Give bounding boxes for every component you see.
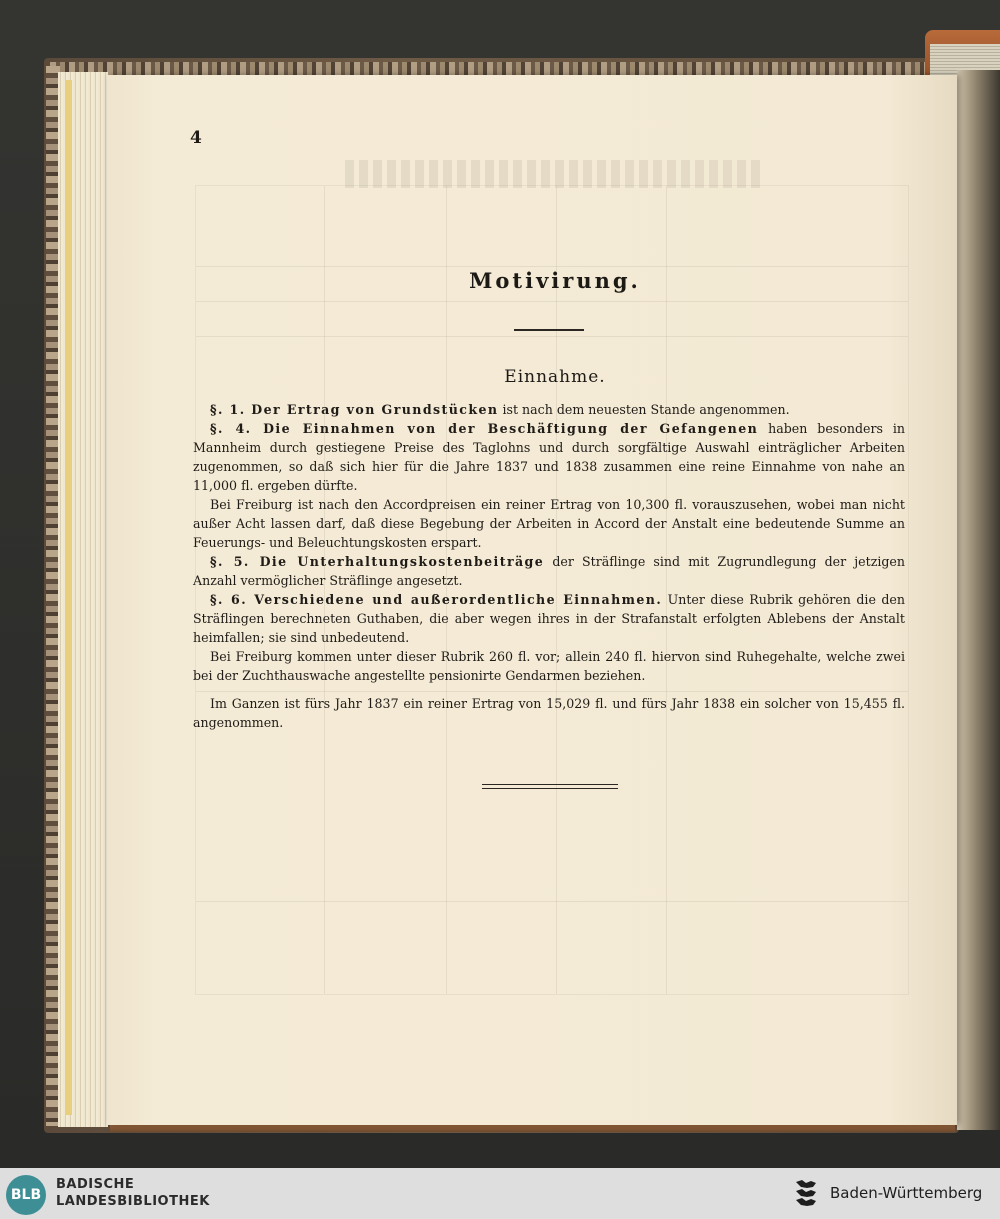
paragraph-5-heading: §. 6. Verschiedene und außerordentliche Einnahmen. (210, 592, 663, 607)
section-title: Einnahme. (504, 367, 606, 387)
paragraph-5 (193, 590, 905, 647)
bleed-through-title (345, 160, 765, 188)
paragraph-7: Im Ganzen ist fürs Jahr 1837 ein reiner Ertrag von 15,029 fl. und fürs Jahr 1838 ein solcher von 15,455 fl. angenommen. (193, 696, 905, 730)
paragraph-5-body: Unter diese Rubrik gehören die den Sträflingen berechneten Guthaben, die aber wegen ihres in der Strafanstalt erfolgten Ablebens der Anstalt heimfallen; sie sind unbedeutend. (193, 592, 905, 645)
title-divider (514, 329, 584, 331)
footer-bar (0, 1168, 1000, 1219)
library-name-line1: BADISCHE (56, 1177, 135, 1192)
paragraph-1 (193, 400, 905, 419)
coat-of-arms-icon (793, 1178, 819, 1210)
library-name-line2: LANDESBIBLIOTHEK (56, 1194, 210, 1209)
gilt-edge (66, 80, 72, 1115)
paragraph-3: Bei Freiburg ist nach den Accordpreisen ein reiner Ertrag von 10,300 fl. vorauszusehen, wobei man nicht außer Acht lassen darf, daß diese Begebung der Arbeiten in Accord der Anstalt eine bedeutende Summe an Feuerungs- und Beleuchtungskosten erspart. (193, 497, 905, 550)
blb-logo[interactable]: BLB (6, 1175, 46, 1215)
spine-shadow (957, 70, 1000, 1130)
paragraph-6: Bei Freiburg kommen unter dieser Rubrik 260 fl. vor; allein 240 fl. hiervon sind Ruhegehalte, welche zwei bei der Zuchthauswache angestellte pensionirte Gendarmen beziehen. (193, 649, 905, 683)
state-name[interactable]: Baden-Württemberg (830, 1184, 983, 1202)
paragraph-2-body: haben besonders in Mannheim durch gestiegene Preise des Taglohns und durch sorgfältige Auswahl einträglicher Arbeiten zugenommen, so daß sich hier für die Jahre 1837 und 1838 zusammen eine reine Einnahme von nahe an 11,000 fl. ergeben dürfte. (193, 421, 905, 493)
closing-divider (482, 784, 618, 789)
paragraph-2 (193, 419, 905, 495)
paragraph-1-heading: §. 1. Der Ertrag von Grundstücken (210, 402, 499, 417)
page-number: 4 (190, 128, 202, 148)
paragraph-2-heading: §. 4. Die Einnahmen von der Beschäftigung der Gefangenen (210, 421, 759, 436)
paragraph-1-body: ist nach dem neuesten Stande angenommen. (498, 402, 790, 417)
paragraph-4-body: der Sträflinge sind mit Zugrundlegung der jetzigen Anzahl vermöglicher Sträflinge angesetzt. (193, 554, 905, 588)
page-title: Motivirung. (469, 268, 641, 293)
paragraph-4-heading: §. 5. Die Unterhaltungskostenbeiträge (210, 554, 545, 569)
library-name[interactable] (56, 1176, 210, 1210)
body-text (193, 400, 905, 732)
paragraph-4 (193, 552, 905, 590)
